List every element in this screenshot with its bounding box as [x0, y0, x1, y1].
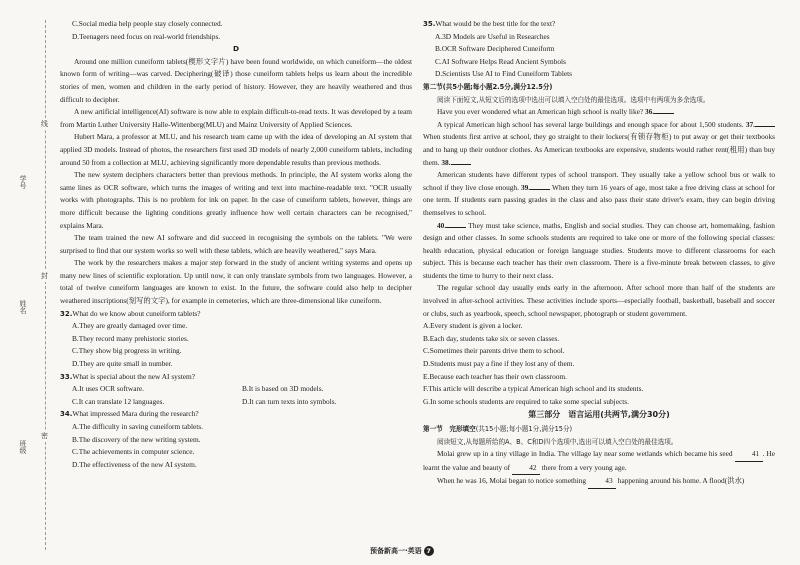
section-2-title: 第二节(共5小题;每小题2.5分,满分12.5分)	[423, 82, 553, 91]
blank-40: 40.	[437, 220, 447, 230]
passage-paragraph: Around one million cuneiform tablets(楔形文字片) have been found worldwide, on which cuneiform—the oldest known form of writing—was carved. Deciphering(破译) those cuneiform tablets helps us learn about the incredible stories of men, women and children in the early period of history. However, they are heavily weathered and thus difficult to decipher.	[60, 56, 412, 104]
answer-option: A.It uses OCR software.	[72, 384, 144, 394]
passage-paragraph: A typical American high school has several large buildings and enough space for about 1,500 students. 37. When students first arrive at school, they go straight to their lockers(有锁存物柜) to put away or get their textbooks and to hang up their outdoor clothes. As American textbooks are expensive, students would rather rent(租用) than buy them. 38.	[423, 119, 775, 167]
passage-paragraph: The regular school day usually ends early in the afternoon. After school more than half of the students are involved in after-school activities. These activities include sports—especially football, basketball, baseball and soccer or clubs, such as yearbook, speech, school newspaper, photograph or student government.	[423, 283, 775, 318]
blank-37: 37.	[745, 119, 755, 129]
option-row	[60, 383, 412, 396]
page-footer	[370, 546, 434, 556]
answer-option: D.Scientists Use AI to Find Cuneiform Tablets	[435, 69, 573, 79]
passage-paragraph: The team trained the new AI software and did succeed in recognising the symbols on the tablets. "We were surprised to find that our system works so well with these tablets, which are heavily weathered," says Mara.	[60, 233, 412, 255]
answer-option: E.Because each teacher has their own classroom.	[423, 371, 567, 381]
option-line: C.Social media help people stay closely connected.	[72, 19, 223, 28]
answer-option: C.Sometimes their parents drive them to school.	[423, 346, 565, 356]
blank-36: 36.	[645, 107, 655, 117]
right-column	[423, 18, 775, 489]
blank-43: 43	[588, 475, 616, 489]
section-1-instructions: 阅读短文,从每题所给的A、B、C和D四个选项中,选出可以填入空白处的最佳选项。	[437, 437, 678, 446]
option-row	[60, 396, 412, 409]
blank-39: 39.	[520, 182, 531, 192]
page-number: 7	[424, 546, 434, 556]
question-35	[423, 18, 775, 31]
question-stem: What do we know about cuneiform tablets?	[72, 308, 201, 318]
question-34	[60, 408, 412, 421]
part-3-title: 第三部分 语言运用(共两节,满分30分)	[528, 410, 670, 420]
answer-option: D.It can turn texts into symbols.	[242, 396, 337, 406]
footer-text: 预备新高一·英语	[370, 547, 422, 555]
class-label: 班级	[19, 440, 27, 454]
question-33	[60, 371, 412, 384]
question-stem: What impressed Mara during the research?	[72, 409, 199, 419]
passage-paragraph: American students have different types of school transport. They usually take a yellow school bus or walk to school if they live close enough. 39. When they turn 16 years of age, most take a free driving class at school for one term. If students earn passing grades in the class and also pass their state driver's exam, they can begin driving themselves to school.	[423, 170, 775, 217]
cut-line	[45, 20, 46, 550]
left-column	[60, 18, 412, 471]
passage-letter: D	[232, 44, 240, 54]
question-number: 35.	[423, 20, 436, 28]
blank-42: 42	[512, 462, 540, 476]
passage-paragraph: The new system deciphers characters better than previous methods. In principle, the AI system works along the same lines as OCR software, which turns the images of writing and text into machine-readable text. "OCR usually works with photographs. This is no problem for ink on paper. In the case of cuneiform tablets, however, things are more difficult because the lighting conditions greatly influence how well certain characters can be recognised," explains Mara.	[60, 170, 412, 230]
answer-option: B.The discovery of the new writing system.	[72, 434, 201, 444]
question-number: 32.	[60, 309, 73, 318]
seal-mark: 封	[41, 272, 48, 280]
answer-option: A.Every student is given a locker.	[423, 321, 523, 331]
passage-paragraph: 40. They must take science, maths, English and social studies. They can choose art, homemaking, fashion design and other classes. In some schools students are required to take one or more of the following special classes: health education, physical education or foreign language studies. Students move to different classrooms for each subject. This is because each teacher has their own classroom. There is a five-minute break between classes, to give students the time to hurry to their next class.	[423, 220, 775, 280]
blank-38: 38.	[441, 157, 451, 167]
answer-option: D.Students must pay a fine if they lost any of them.	[423, 359, 575, 369]
answer-option: A.The difficulty in saving cuneiform tablets.	[72, 422, 204, 431]
answer-option: C.They show big progress in writing.	[72, 346, 182, 356]
answer-option: D.The effectiveness of the new AI system.	[72, 459, 197, 469]
answer-option: G.In some schools students are required to take some special subjects.	[423, 396, 629, 406]
option-line: D.Teenagers need focus on real-world friendships.	[72, 31, 221, 41]
answer-option: A.They are greatly damaged over time.	[72, 321, 188, 331]
answer-option: B.They record many prehistoric stories.	[72, 333, 189, 343]
seal-line-mark: 线	[41, 120, 48, 128]
name-label: 姓名	[19, 300, 27, 314]
answer-option: A.3D Models are Useful in Researches	[435, 31, 550, 41]
answer-option: B.It is based on 3D models.	[242, 384, 324, 394]
binding-margin	[0, 0, 52, 565]
answer-option: B.Each day, students take six or seven classes.	[423, 333, 560, 343]
passage-paragraph: Have you ever wondered what an American high school is really like? 36.	[423, 106, 775, 119]
answer-option: C.AI Software Helps Read Ancient Symbols	[435, 56, 566, 66]
question-32	[60, 308, 412, 321]
section-1-title: 第一节 完形填空(共15小题;每小题1分,满分15分)	[423, 425, 573, 433]
cloze-paragraph: Molai grew up in a tiny village in India. The village lay near some wetlands which became his seed 41 . He learnt the value and beauty of 42 there from a very young age.	[423, 448, 775, 475]
answer-option: C.It can translate 12 languages.	[72, 396, 165, 406]
question-stem: What would be the best title for the text?	[435, 19, 556, 28]
passage-paragraph: Hubert Mara, a professor at MLU, and his research team came up with the idea of developing an AI system that applied 3D models. Instead of photos, the researchers first used 3D models of nearly 2,000 cuneiform tablets, including around 50 from a collection at MLU, achieving significantly more dependable results than previous methods.	[60, 132, 412, 167]
question-number: 34.	[60, 410, 73, 419]
blank-41: 41	[735, 448, 763, 462]
section-2-instructions: 阅读下面短文,从短文后的选项中选出可以填入空白处的最佳选项。选项中有两项为多余选项。	[437, 95, 710, 104]
passage-paragraph: A new artificial intelligence(AI) software is now able to explain difficult-to-read texts. It was developed by a team from Martin Luther University Halle-Wittenberg(MLU) and Mainz University of Applied Sciences.	[60, 107, 412, 129]
answer-option: B.OCR Software Deciphered Cuneiform	[435, 44, 555, 54]
question-number: 33.	[60, 372, 73, 381]
secret-mark: 密	[41, 432, 48, 440]
answer-option: C.The achievements in computer science.	[72, 447, 195, 457]
question-stem: What is special about the new AI system?	[72, 371, 195, 381]
answer-option: F.This article will describe a typical American high school and its students.	[423, 384, 644, 394]
cloze-paragraph: When he was 16, Molai began to notice something 43 happening around his home. A flood(洪水)	[423, 475, 775, 489]
passage-paragraph: The work by the researchers makes a major step forward in the study of ancient writing systems and opens up many new lines of scientific exploration. Up until now, it can only translate symbols from two languages. However, a total of twelve cuneiform languages are known to exist. In the future, the software could also help to decipher weathered inscriptions(刻写的文字), for example in cemeteries, which are three-dimensional like cuneiform.	[60, 258, 412, 306]
student-number-label: 学号	[19, 175, 27, 189]
answer-option: D.They are quite small in number.	[72, 359, 173, 369]
